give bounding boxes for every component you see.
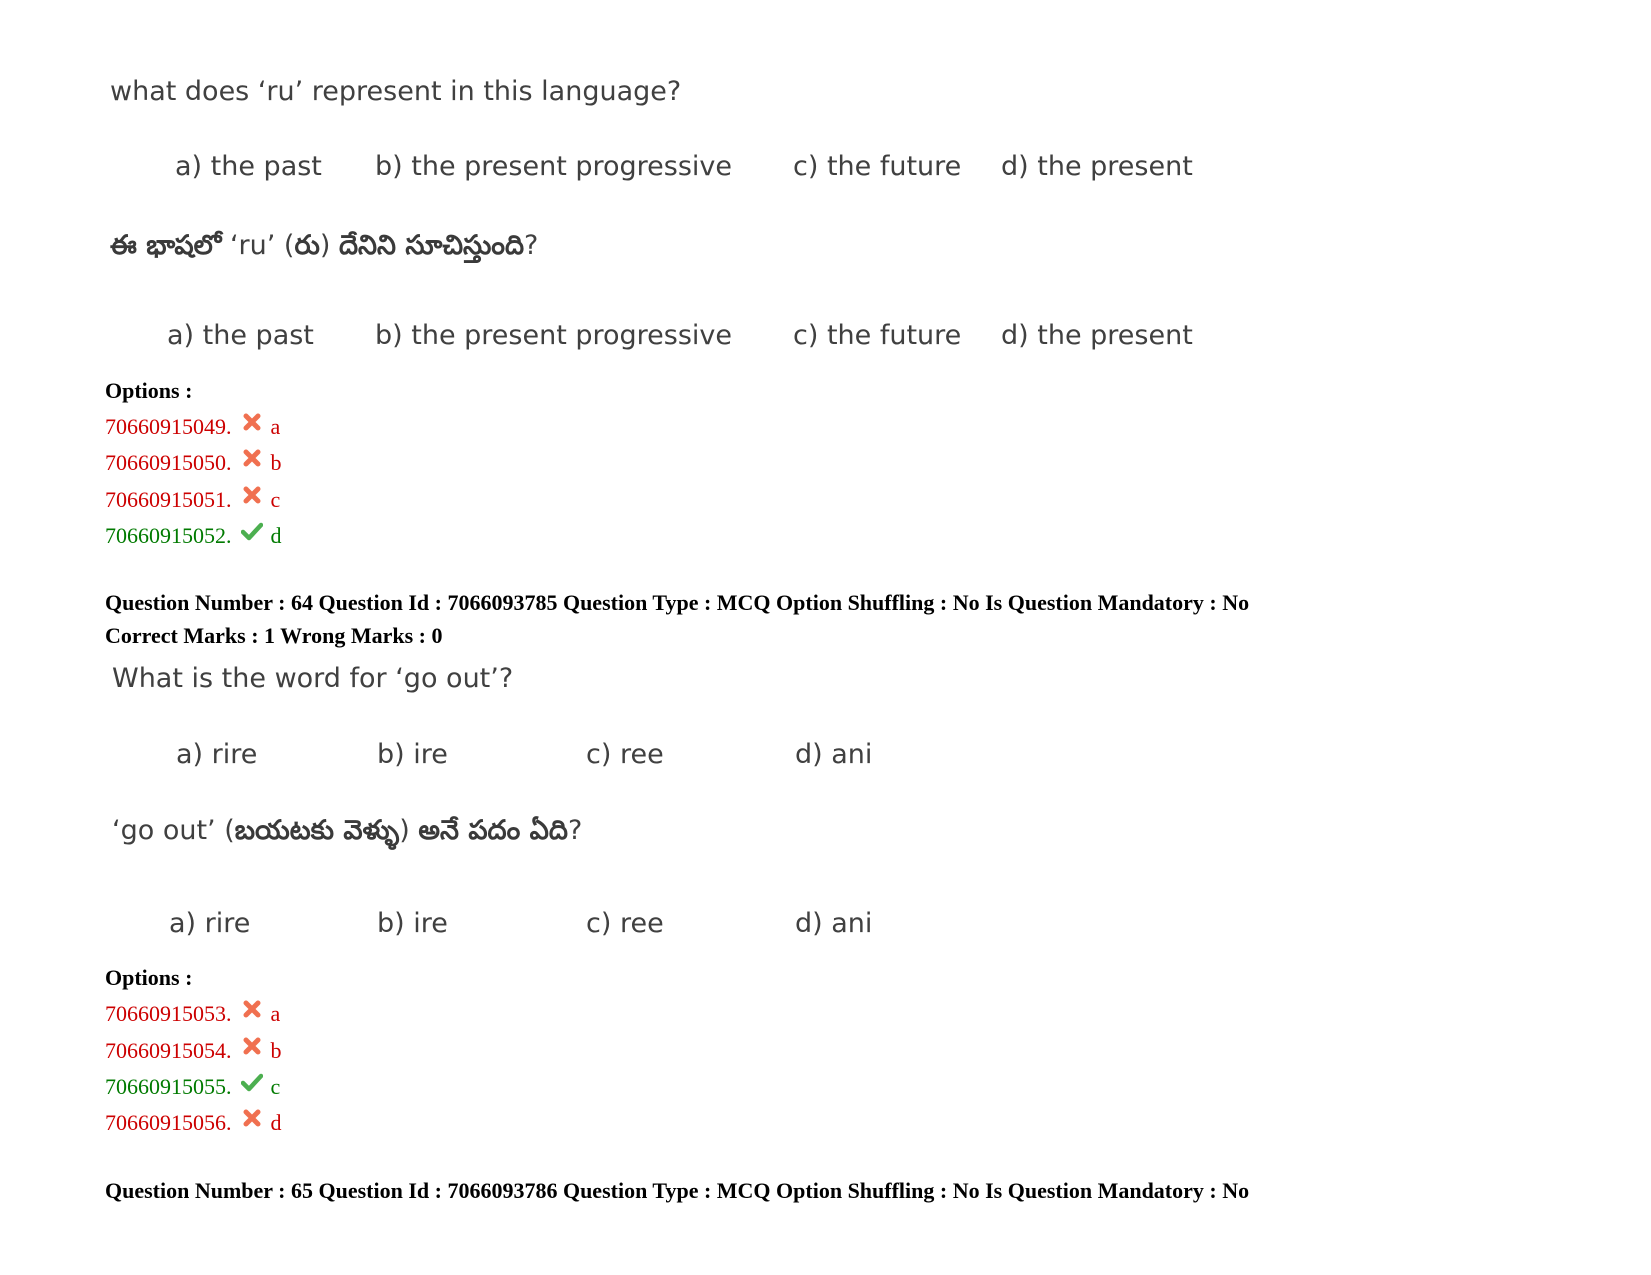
prompt-fragment: ) (319, 230, 339, 261)
question-option-telugu-b: b) the present progressive (375, 320, 733, 351)
telugu-text: దేనిని సూచిస్తుంది (338, 230, 525, 261)
question-option-english-b: b) the present progressive (375, 151, 733, 182)
option-letter: c (270, 487, 281, 512)
option-id: 70660915052. (105, 523, 232, 548)
prompt-fragment: ) (399, 815, 419, 846)
answer-option-row (105, 1003, 280, 1025)
question-option-telugu-c: c) ree (586, 908, 664, 939)
question-option-english-c: c) the future (793, 151, 962, 182)
cross-icon (241, 1036, 263, 1056)
option-id: 70660915051. (105, 487, 232, 512)
option-id: 70660915055. (105, 1074, 232, 1099)
question-marks: Correct Marks : 1 Wrong Marks : 0 (105, 623, 443, 648)
answer-option-row (105, 1076, 280, 1098)
option-letter: b (270, 1038, 282, 1063)
option-letter: c (270, 1074, 281, 1099)
question-option-english-d: d) the present (1001, 151, 1193, 182)
cross-icon (241, 485, 263, 505)
prompt-fragment: ‘go out’ ( (112, 815, 235, 846)
answer-option-row (105, 525, 282, 547)
question-option-english-c: c) ree (586, 739, 664, 770)
question-option-telugu-b: b) ire (377, 908, 448, 939)
check-icon (241, 521, 263, 541)
option-id: 70660915053. (105, 1001, 232, 1026)
question-prompt-english: What is the word for ‘go out’? (112, 663, 514, 694)
cross-icon (241, 1108, 263, 1128)
question-option-english-a: a) rire (176, 739, 258, 770)
cross-icon (241, 999, 263, 1019)
option-letter: a (270, 1001, 281, 1026)
prompt-fragment: ‘ru’ ( (221, 230, 295, 261)
option-letter: d (270, 523, 282, 548)
answer-option-row (105, 1112, 282, 1134)
telugu-text: అనే పదం ఏది (418, 815, 568, 846)
question-option-telugu-d: d) the present (1001, 320, 1193, 351)
question-prompt-english: what does ‘ru’ represent in this language? (110, 76, 682, 107)
answer-option-row (105, 416, 280, 438)
option-id: 70660915056. (105, 1110, 232, 1135)
options-label: Options : (105, 965, 193, 990)
answer-option-row (105, 489, 280, 511)
telugu-text: ఈ భాషలో (110, 230, 222, 261)
option-id: 70660915049. (105, 414, 232, 439)
question-header: Question Number : 64 Question Id : 7066093785 Question Type : MCQ Option Shuffling : No Is Question Mandatory : No (105, 590, 1250, 615)
option-letter: a (270, 414, 281, 439)
option-letter: d (270, 1110, 282, 1135)
question-prompt-telugu (110, 232, 538, 259)
option-letter: b (270, 450, 282, 475)
prompt-fragment: ? (567, 815, 583, 846)
question-option-telugu-d: d) ani (795, 908, 873, 939)
option-id: 70660915050. (105, 450, 232, 475)
prompt-fragment: ? (524, 230, 539, 261)
question-option-english-d: d) ani (795, 739, 873, 770)
question-prompt-telugu (112, 817, 582, 844)
telugu-text: రు (294, 230, 320, 261)
answer-option-row (105, 452, 282, 474)
cross-icon (241, 448, 263, 468)
answer-option-row (105, 1040, 282, 1062)
cross-icon (241, 412, 263, 432)
options-label: Options : (105, 378, 193, 403)
question-header: Question Number : 65 Question Id : 7066093786 Question Type : MCQ Option Shuffling : No Is Question Mandatory : No (105, 1178, 1250, 1203)
option-id: 70660915054. (105, 1038, 232, 1063)
question-option-telugu-a: a) rire (169, 908, 251, 939)
question-option-english-b: b) ire (377, 739, 448, 770)
question-option-telugu-a: a) the past (167, 320, 314, 351)
telugu-text: బయటకు వెళ్ళు (234, 815, 400, 846)
check-icon (241, 1072, 263, 1092)
question-option-english-a: a) the past (175, 151, 322, 182)
question-option-telugu-c: c) the future (793, 320, 962, 351)
